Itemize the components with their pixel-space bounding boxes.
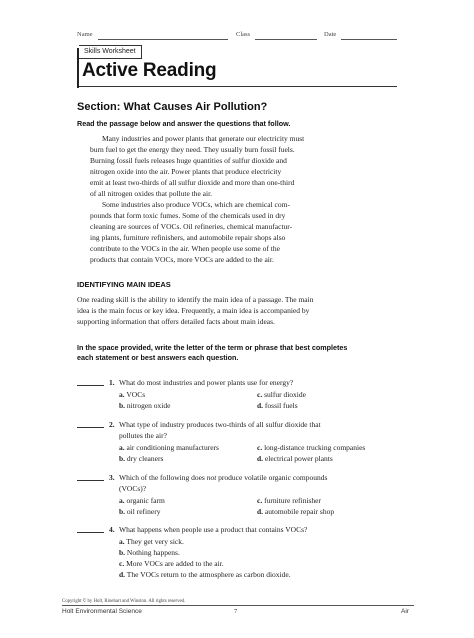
passage-line: emit at least two-thirds of all sulfur dioxide and more than one-third: [90, 178, 295, 187]
main-ideas-line: One reading skill is the ability to identify the main idea of a passage. The main: [77, 295, 314, 304]
option-c: c. long-distance trucking companies: [257, 443, 366, 452]
worksheet-tag: Skills Worksheet: [79, 45, 142, 59]
option-d: d. The VOCs return to the atmosphere as carbon dioxide.: [119, 570, 291, 579]
question-text: (VOCs)?: [119, 484, 147, 493]
option-d: d. electrical power plants: [257, 454, 333, 463]
footer-rule: [62, 605, 414, 606]
passage-line: Burning fossil fuels releases huge quantities of sulfur dioxide and: [90, 156, 287, 165]
question-text: What do most industries and power plants use for energy?: [119, 378, 294, 387]
section-heading: Section: What Causes Air Pollution?: [77, 101, 268, 113]
answer-blank-1[interactable]: [77, 385, 104, 386]
option-c: c. sulfur dioxide: [257, 390, 306, 399]
option-b: b. dry cleaners: [119, 454, 164, 463]
passage-line: of all nitrogen oxides that pollute the air.: [90, 189, 213, 198]
passage-instruction: Read the passage below and answer the questions that follow.: [77, 119, 291, 128]
name-label: Name: [77, 31, 93, 38]
page-number: 7: [234, 608, 238, 615]
question-text: What happens when people use a product that contains VOCs?: [119, 525, 308, 534]
option-a: a. organic farm: [119, 496, 165, 505]
question-text: What type of industry produces two-thirds of all sulfur dioxide that: [119, 420, 321, 429]
answer-blank-3[interactable]: [77, 480, 104, 481]
passage-line: cleaning are sources of VOCs. Oil refineries, chemical manufactur-: [90, 222, 293, 231]
date-label: Date: [324, 31, 337, 38]
passage-line: Many industries and power plants that generate our electricity must: [102, 134, 305, 143]
class-field[interactable]: [255, 39, 317, 40]
option-d: d. automobile repair shop: [257, 507, 335, 516]
passage-line: ing plants, furniture refinishers, and automobile repair shops also: [90, 233, 286, 242]
copyright-notice: Copyright © by Holt, Rinehart and Winston. All rights reserved.: [62, 599, 186, 604]
option-a: a. air conditioning manufacturers: [119, 443, 219, 452]
questions-instruction: each statement or best answers each question.: [77, 353, 239, 362]
passage-line: pounds that form toxic fumes. Some of the chemicals used in dry: [90, 211, 286, 220]
chapter-name: Air: [401, 608, 409, 615]
answer-blank-4[interactable]: [77, 532, 104, 533]
option-b: b. oil refinery: [119, 507, 161, 516]
answer-blank-2[interactable]: [77, 427, 104, 428]
questions-instruction: In the space provided, write the letter of the term or phrase that best completes: [77, 343, 348, 352]
passage-line: nitrogen oxide into the air. Power plants that produce electricity: [90, 167, 282, 176]
option-b: b. nitrogen oxide: [119, 401, 171, 410]
question-text: Which of the following does not produce volatile organic compounds: [119, 473, 328, 482]
date-field[interactable]: [341, 39, 397, 40]
option-d: d. fossil fuels: [257, 401, 298, 410]
option-a: a. They get very sick.: [119, 537, 184, 546]
question-number: 3.: [109, 473, 115, 482]
option-c: c. furniture refinisher: [257, 496, 321, 505]
passage-line: burn fuel to get the energy they need. They usually burn fossil fuels.: [90, 145, 295, 154]
option-a: a. VOCs: [119, 390, 146, 399]
passage-line: products that contain VOCs, more VOCs are added to the air.: [90, 255, 274, 264]
page-title: Active Reading: [82, 60, 217, 81]
passage-line: Some industries also produce VOCs, which are chemical com-: [102, 200, 290, 209]
question-number: 2.: [109, 420, 115, 429]
option-b: b. Nothing happens.: [119, 548, 180, 557]
book-title: Holt Environmental Science: [62, 608, 142, 615]
main-ideas-line: supporting information that offers detailed facts about main ideas.: [77, 317, 275, 326]
name-field[interactable]: [98, 39, 228, 40]
passage-line: contribute to the VOCs in the air. When people use some of the: [90, 244, 280, 253]
title-rule: [79, 86, 397, 87]
question-text: pollutes the air?: [119, 431, 167, 440]
main-ideas-line: idea is the main focus or key idea. Frequently, a main idea is accompanied by: [77, 306, 310, 315]
subheading: IDENTIFYING MAIN IDEAS: [77, 280, 171, 289]
option-c: c. More VOCs are added to the air.: [119, 559, 224, 568]
class-label: Class: [236, 31, 251, 38]
question-number: 1.: [109, 378, 115, 387]
question-number: 4.: [109, 525, 115, 534]
